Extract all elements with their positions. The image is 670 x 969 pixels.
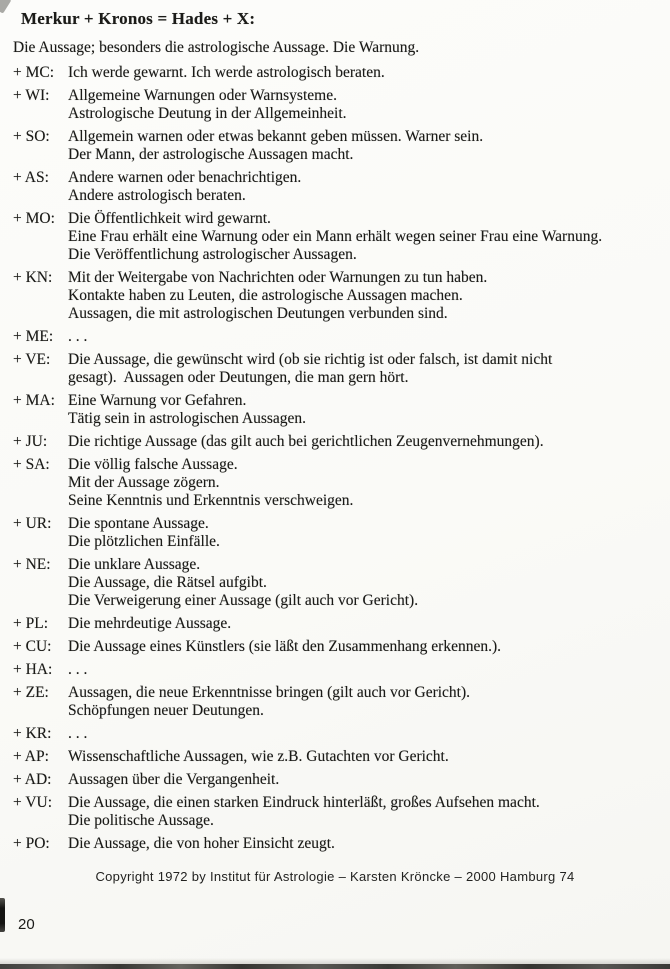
- entry-line: Die Veröffentlichung astrologischer Aussagen.: [68, 246, 357, 263]
- entry-lines: [68, 748, 664, 766]
- entry-label: + VU:: [13, 794, 53, 811]
- page-title: Merkur + Kronos = Hades + X:: [21, 9, 256, 28]
- entry-row: [13, 615, 664, 633]
- entry-line: Die spontane Aussage.: [68, 515, 209, 532]
- entry-lines: [68, 725, 664, 743]
- entry-lines: [68, 169, 664, 205]
- entries-list: [13, 64, 664, 853]
- entry-line: Allgemein warnen oder etwas bekannt geben müssen. Warner sein.: [68, 128, 484, 145]
- entry-line: Aussagen, die mit astrologischen Deutungen verbunden sind.: [68, 305, 448, 322]
- entry-line: Die Öffentlichkeit wird gewarnt.: [68, 210, 271, 227]
- entry-line: Andere warnen oder benachrichtigen.: [68, 169, 302, 186]
- entry-row: [13, 638, 664, 656]
- entry-line: Wissenschaftliche Aussagen, wie z.B. Gutachten vor Gericht.: [68, 748, 449, 765]
- entry-label: + NE:: [13, 556, 51, 573]
- entry-line: . . .: [68, 661, 88, 678]
- entry-label: + SA:: [13, 456, 50, 473]
- entry-row: [13, 87, 664, 123]
- entry-line: Seine Kenntnis und Erkenntnis verschweigen.: [68, 492, 354, 509]
- scan-bottom-shadow-artifact: [0, 958, 670, 964]
- entry-lines: [68, 794, 664, 830]
- entry-lines: [68, 456, 664, 510]
- entry-line: . . .: [68, 725, 88, 742]
- entry-lines: [68, 661, 664, 679]
- entry-row: [13, 64, 664, 82]
- copyright-line: Copyright 1972 by Institut für Astrologie – Karsten Kröncke – 2000 Hamburg 74: [95, 869, 575, 884]
- entry-lines: [68, 328, 664, 346]
- entry-label: + PL:: [13, 615, 49, 632]
- entry-line: Tätig sein in astrologischen Aussagen.: [68, 410, 307, 427]
- entry-line: Andere astrologisch beraten.: [68, 187, 246, 204]
- entry-lines: [68, 835, 664, 853]
- entry-line: Die Aussage, die gewünscht wird (ob sie richtig ist oder falsch, ist damit nicht: [68, 351, 553, 368]
- entry-line: Schöpfungen neuer Deutungen.: [68, 702, 264, 719]
- entry-row: [13, 433, 664, 451]
- entry-line: Die Aussage, die Rätsel aufgibt.: [68, 574, 267, 591]
- entry-line: Der Mann, der astrologische Aussagen macht.: [68, 146, 354, 163]
- entry-line: Die plötzlichen Einfälle.: [68, 533, 220, 550]
- entry-label: + WI:: [13, 87, 50, 104]
- entry-lines: [68, 351, 664, 387]
- entry-row: [13, 210, 664, 264]
- entry-line: Eine Frau erhält eine Warnung oder ein Mann erhält wegen seiner Frau eine Warnung.: [68, 228, 603, 245]
- entry-label: + CU:: [13, 638, 52, 655]
- entry-line: Die Aussage eines Künstlers (sie läßt den Zusammenhang erkennen.).: [68, 638, 502, 655]
- entry-line: Astrologische Deutung in der Allgemeinheit.: [68, 105, 347, 122]
- entry-row: [13, 684, 664, 720]
- entry-label: + MO:: [13, 210, 55, 227]
- entry-line: Mit der Aussage zögern.: [68, 474, 220, 491]
- entry-label: + KR:: [13, 725, 52, 742]
- entry-label: + ZE:: [13, 684, 49, 701]
- entry-line: Allgemeine Warnungen oder Warnsysteme.: [68, 87, 337, 104]
- entry-label: + VE:: [13, 351, 51, 368]
- scan-bottom-edge-artifact: [0, 964, 670, 969]
- entry-row: [13, 748, 664, 766]
- entry-lines: [68, 433, 664, 451]
- scan-edge-mark-artifact: [0, 898, 5, 932]
- entry-label: + AD:: [13, 771, 52, 788]
- entry-line: Die Aussage, die von hoher Einsicht zeugt.: [68, 835, 335, 852]
- entry-row: [13, 351, 664, 387]
- entry-line: Die völlig falsche Aussage.: [68, 456, 238, 473]
- page-number: 20: [18, 916, 35, 933]
- entry-line: Mit der Weitergabe von Nachrichten oder Warnungen zu tun haben.: [68, 269, 488, 286]
- entry-lines: [68, 638, 664, 656]
- entry-label: + ME:: [13, 328, 54, 345]
- entry-line: Ich werde gewarnt. Ich werde astrologisch beraten.: [68, 64, 385, 81]
- entry-lines: [68, 210, 664, 264]
- entry-label: + HA:: [13, 661, 53, 678]
- entry-row: [13, 128, 664, 164]
- entry-lines: [68, 556, 664, 610]
- entry-lines: [68, 87, 664, 123]
- entry-row: [13, 725, 664, 743]
- entry-line: Aussagen, die neue Erkenntnisse bringen (gilt auch vor Gericht).: [68, 684, 471, 701]
- entry-lines: [68, 771, 664, 789]
- entry-line: Kontakte haben zu Leuten, die astrologische Aussagen machen.: [68, 287, 463, 304]
- entry-row: [13, 328, 664, 346]
- entry-line: gesagt). Aussagen oder Deutungen, die man gern hört.: [68, 369, 409, 386]
- entry-row: [13, 392, 664, 428]
- entry-lines: [68, 269, 664, 323]
- intro-text: Die Aussage; besonders die astrologische Aussage. Die Warnung.: [13, 39, 420, 56]
- entry-row: [13, 169, 664, 205]
- entry-lines: [68, 392, 664, 428]
- entry-label: + UR:: [13, 515, 52, 532]
- entry-label: + MC:: [13, 64, 55, 81]
- entry-row: [13, 269, 664, 323]
- entry-row: [13, 794, 664, 830]
- entry-line: Die mehrdeutige Aussage.: [68, 615, 232, 632]
- entry-lines: [68, 128, 664, 164]
- entry-line: Die richtige Aussage (das gilt auch bei gerichtlichen Zeugenvernehmungen).: [68, 433, 544, 450]
- entry-row: [13, 556, 664, 610]
- entry-label: + AP:: [13, 748, 49, 765]
- entry-lines: [68, 64, 664, 82]
- entry-lines: [68, 515, 664, 551]
- entry-lines: [68, 684, 664, 720]
- entry-line: Eine Warnung vor Gefahren.: [68, 392, 247, 409]
- entry-line: Die Verweigerung einer Aussage (gilt auch vor Gericht).: [68, 592, 419, 609]
- entry-row: [13, 771, 664, 789]
- entry-row: [13, 835, 664, 853]
- entry-label: + JU:: [13, 433, 48, 450]
- entry-lines: [68, 615, 664, 633]
- entry-line: Die Aussage, die einen starken Eindruck hinterläßt, großes Aufsehen macht.: [68, 794, 540, 811]
- entry-line: Die politische Aussage.: [68, 812, 214, 829]
- entry-label: + AS:: [13, 169, 49, 186]
- entry-row: [13, 661, 664, 679]
- entry-line: Die unklare Aussage.: [68, 556, 201, 573]
- entry-label: + PO:: [13, 835, 50, 852]
- entry-line: Aussagen über die Vergangenheit.: [68, 771, 280, 788]
- entry-label: + SO:: [13, 128, 50, 145]
- entry-label: + MA:: [13, 392, 55, 409]
- entry-label: + KN:: [13, 269, 53, 286]
- entry-line: . . .: [68, 328, 88, 345]
- entry-row: [13, 515, 664, 551]
- entry-row: [13, 456, 664, 510]
